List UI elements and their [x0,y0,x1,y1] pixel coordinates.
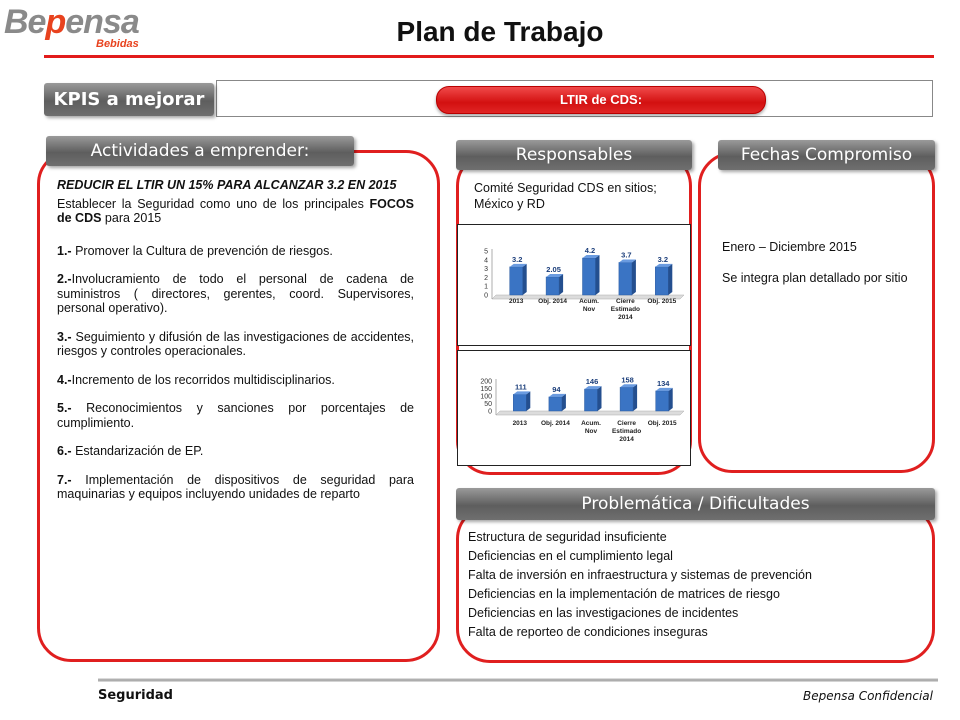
bar [619,262,632,295]
category-label: Obj. 2014 [540,420,570,427]
logo-part-b: p [45,3,66,41]
category-label: 2013 [508,298,524,305]
fechas-tab: Fechas Compromiso [718,140,935,170]
item-number: 4.- [57,372,72,387]
ltir-chart [458,225,690,345]
fechas-content [722,239,922,286]
bar-side [632,259,636,295]
item-number: 7.- [57,472,72,487]
bar-side [633,384,637,411]
item-number: 3.- [57,329,72,344]
actividad-item-1 [57,244,414,259]
actividad-item-7 [57,473,414,502]
responsables-tab: Responsables [456,140,692,170]
bar-group [510,264,527,295]
actividad-item-3 [57,330,414,359]
intro-text-a: Establecer la Seguridad como uno de los principales [57,196,370,211]
bar-group [655,264,672,295]
data-label: 2.05 [546,264,561,274]
data-label: 158 [621,375,634,385]
incidents-chart [458,351,690,465]
y-tick-label: 5 [484,248,488,256]
problema-item: Deficiencias en el cumplimiento legal [468,549,673,563]
item-number: 1.- [57,243,72,258]
bar-group [583,255,600,295]
ltir-chart-box [457,224,691,346]
problema-item: Estructura de seguridad insuficiente [468,530,667,544]
fechas-panel [698,152,935,473]
bar-group [549,394,566,411]
data-label: 3.2 [511,254,523,264]
category-label: Acum. [581,420,601,427]
y-tick-label: 4 [484,257,488,265]
data-label: 3.2 [657,254,669,264]
item-text: Involucramiento de todo el personal de cadena de suministros ( directores, gerentes, coord. Supervisores, personal operativo). [57,272,414,315]
category-label: 2013 [512,420,528,427]
bar [513,394,526,411]
bar-group [620,384,637,411]
bar-side [669,388,673,411]
y-tick-label: 100 [480,393,492,401]
category-label: Obj. 2015 [647,420,677,427]
y-tick-label: 0 [488,408,492,416]
category-label: Obj. 2015 [647,298,677,305]
item-number: 5.- [57,401,72,415]
category-label: 2014 [619,436,634,443]
actividad-item-2 [57,272,414,316]
actividades-tab: Actividades a emprender: [46,136,354,166]
bar-side [526,391,530,411]
category-label: Estimado [610,306,641,313]
bar-side [559,274,563,295]
y-tick-label: 50 [484,401,492,408]
bar [655,267,668,295]
y-tick-label: 200 [480,378,492,386]
problema-item: Falta de inversión en infraestructura y sistemas de prevención [468,568,812,582]
y-tick-label: 1 [484,283,488,291]
item-text: Implementación de dispositivos de seguridad para maquinarias y equipos incluyendo unidades de reparto [57,472,414,501]
bar-group [513,391,530,411]
page-title: Plan de Trabajo [396,16,604,47]
item-number: 2.- [57,272,72,286]
item-text: Estandarización de EP. [71,444,204,458]
footer-divider [98,678,938,682]
problematica-list [468,528,928,642]
bar [656,391,669,411]
intro-text-bold: FOCOS de CDS [57,196,414,225]
bar [585,389,598,411]
bar [546,277,559,295]
data-label: 94 [552,384,561,394]
bar-group [619,259,636,295]
responsables-text: Comité Seguridad CDS en sitios; México y RD [474,181,657,211]
category-label: Cierre [616,298,635,305]
y-tick-label: 150 [480,386,492,393]
bar-group [546,274,563,295]
data-label: 3.7 [621,250,632,260]
actividades-content [57,178,414,502]
category-label: 2014 [618,314,633,321]
footer-section: Seguridad [98,688,173,703]
bar [510,267,523,295]
item-text: Promover la Cultura de prevención de riesgos. [71,243,333,258]
category-label: Obj. 2014 [538,298,568,305]
item-text: Reconocimientos y sanciones por porcentajes de cumplimiento. [57,401,414,430]
incidents-chart-box [457,350,691,466]
kpi-value-pill[interactable]: LTIR de CDS: [436,86,766,114]
bar-side [562,394,566,411]
bar [549,397,562,411]
bar-side [668,264,672,295]
bar-side [596,255,600,295]
data-label: 134 [656,378,670,388]
item-text: Incremento de los recorridos multidisciplinarios. [71,372,335,387]
fechas-note: Se integra plan detallado por sitio [722,271,908,285]
actividades-headline: REDUCIR EL LTIR UN 15% PARA ALCANZAR 3.2 EN 2015 [57,178,397,192]
problema-item: Deficiencias en las investigaciones de incidentes [468,606,739,620]
problema-item: Falta de reporteo de condiciones inseguras [468,625,708,639]
y-tick-label: 3 [484,266,488,274]
actividad-item-4 [57,373,414,388]
footer-confidential: Bepensa Confidencial [803,689,933,703]
item-text: Seguimiento y difusión de las investigaciones de accidentes, riesgos y controles operacionales. [57,329,414,358]
header-divider [44,55,934,58]
data-label: 111 [514,382,527,392]
category-label: Nov [584,428,598,435]
data-label: 146 [585,377,599,387]
logo-wordmark [4,4,139,40]
y-tick-label: 0 [484,292,488,300]
problema-item: Deficiencias en la implementación de matrices de riesgo [468,587,780,601]
actividades-intro [57,197,414,226]
kpi-label: KPIS a mejorar [44,83,214,116]
y-tick-label: 2 [484,274,488,282]
actividad-item-6 [57,444,414,459]
bar-side [523,264,527,295]
chart-floor [496,411,684,415]
logo-subtitle: Bebidas [96,38,139,50]
bepensa-logo [4,4,154,50]
category-label: Cierre [617,420,636,427]
item-number: 6.- [57,444,72,458]
bar [620,387,633,411]
bar-group [656,388,673,411]
category-label: Estimado [611,428,642,435]
logo-part-c: ensa [65,3,139,41]
category-label: Acum. [579,298,599,305]
category-label: Nov [582,306,596,313]
bar-group [585,386,602,411]
problematica-tab: Problemática / Dificultades [456,488,935,520]
bar-side [598,386,602,411]
actividad-item-5 [57,401,414,430]
logo-part-a: Be [4,3,46,41]
bar [583,258,596,295]
intro-text-c: para 2015 [101,211,162,225]
fechas-range: Enero – Diciembre 2015 [722,240,857,254]
data-label: 4.2 [584,246,596,256]
